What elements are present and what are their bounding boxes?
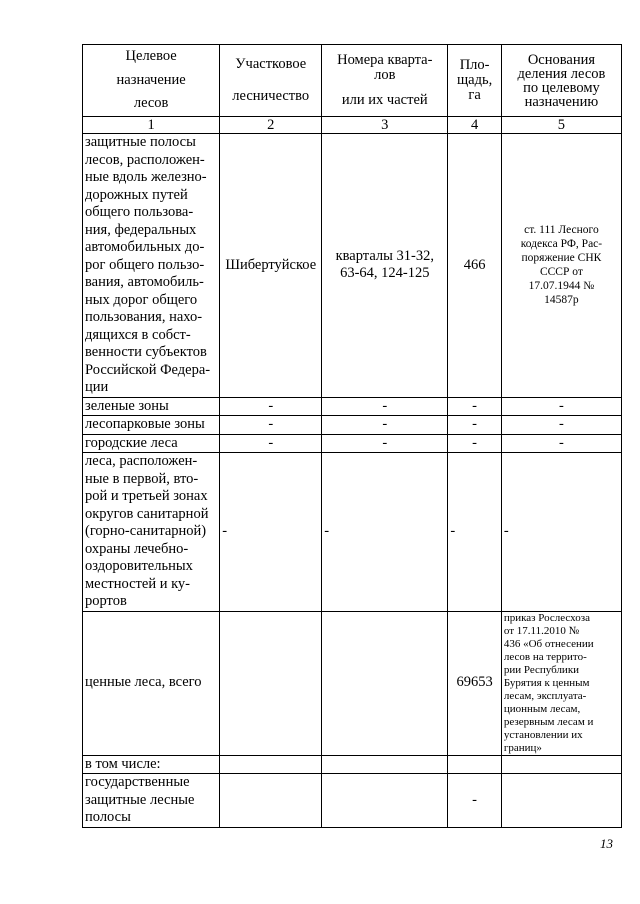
area-cell: - [448,453,501,612]
table-row [83,453,622,612]
purpose-cell: леса, расположен- ные в первой, вто- рой и третьей зонах округов санитарной (горно-санитарной) охраны лечебно- оздоровительных местностей и ку- рортов [83,453,220,612]
forestry-cell: - [220,416,322,435]
forestry-cell: - [220,453,322,612]
quarters-cell [322,774,448,828]
basis-cell [501,755,621,774]
forestry-cell [220,774,322,828]
area-cell: - [448,397,501,416]
basis-cell [501,774,621,828]
basis-cell: приказ Рослесхоза от 17.11.2010 № 436 «Об отнесении лесов на террито- рии Республики Бурятия к ценным лесам, эксплуата- ционным лесам, резервным лесам и установлении их границ» [501,611,621,755]
purpose-cell: городские леса [83,434,220,453]
column-number-row [83,117,622,134]
table-row [83,755,622,774]
quarters-cell [322,611,448,755]
table-row [83,134,622,398]
col-number: 3 [322,117,448,134]
area-cell: 69653 [448,611,501,755]
forest-purpose-table [82,44,622,828]
quarters-cell: - [322,453,448,612]
header-forestry: Участковое лесничество [220,45,322,117]
table-row [83,434,622,453]
purpose-cell: зеленые зоны [83,397,220,416]
forestry-cell [220,755,322,774]
table-row [83,397,622,416]
area-cell [448,755,501,774]
purpose-cell: государственные защитные лесные полосы [83,774,220,828]
quarters-cell: - [322,434,448,453]
purpose-cell: защитные полосы лесов, расположен- ные вдоль железно- дорожных путей общего пользова- ния, федеральных автомобильных до- рог общего пользо- вания, автомобиль- ных дорог общего пользования, нахо- дящихся в собст- венности субъектов Российской Федера- ции [83,134,220,398]
purpose-cell: ценные леса, всего [83,611,220,755]
quarters-cell: - [322,416,448,435]
col-number: 4 [448,117,501,134]
area-cell: - [448,774,501,828]
header-purpose: Целевое назначение лесов [83,45,220,117]
table-row [83,774,622,828]
purpose-cell: в том числе: [83,755,220,774]
header-row [83,45,622,117]
basis-cell: - [501,434,621,453]
table-row [83,416,622,435]
table-row [83,611,622,755]
basis-cell: ст. 111 Лесного кодекса РФ, Рас- поряжение СНК СССР от 17.07.1944 № 14587р [501,134,621,398]
quarters-cell: кварталы 31-32, 63-64, 124-125 [322,134,448,398]
basis-cell: - [501,416,621,435]
col-number: 2 [220,117,322,134]
quarters-cell [322,755,448,774]
col-number: 1 [83,117,220,134]
area-cell: - [448,416,501,435]
page-number: 13 [600,836,613,851]
basis-cell: - [501,397,621,416]
col-number: 5 [501,117,621,134]
header-quarters: Номера кварта- лов или их частей [322,45,448,117]
header-area: Пло- щадь, га [448,45,501,117]
quarters-cell: - [322,397,448,416]
area-cell: 466 [448,134,501,398]
area-cell: - [448,434,501,453]
forestry-cell: - [220,434,322,453]
forestry-cell [220,611,322,755]
header-basis: Основания деления лесов по целевому назначению [501,45,621,117]
forestry-cell: - [220,397,322,416]
basis-cell: - [501,453,621,612]
purpose-cell: лесопарковые зоны [83,416,220,435]
forestry-cell: Шибертуйское [220,134,322,398]
